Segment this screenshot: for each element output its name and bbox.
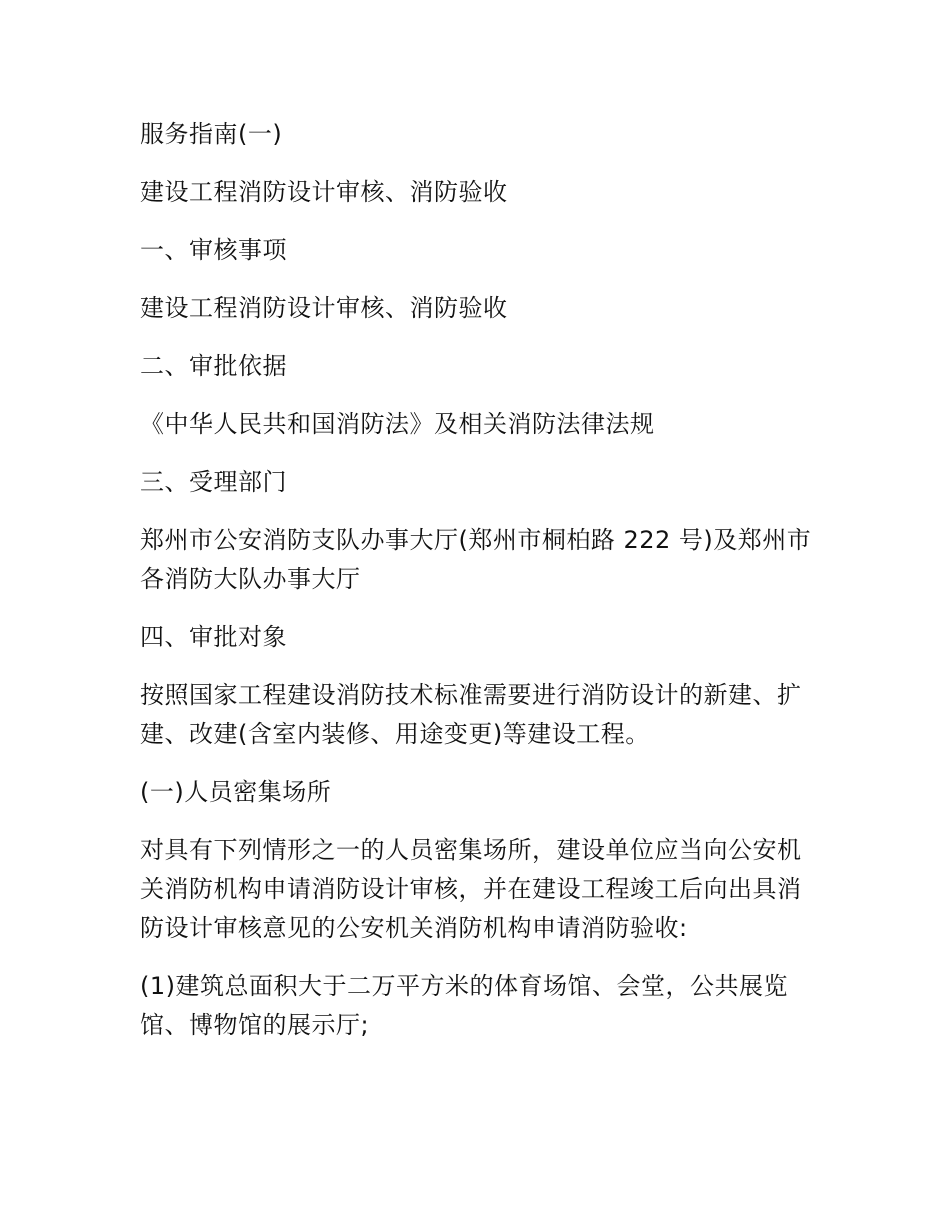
section-text-3: 郑州市公安消防支队办事大厅(郑州市桐柏路 222 号)及郑州市各消防大队办事大厅	[140, 526, 812, 593]
section-text-4: 按照国家工程建设消防技术标准需要进行消防设计的新建、扩建、改建(含室内装修、用途变更)等建设工程。	[140, 681, 802, 748]
doc-subtitle: 建设工程消防设计审核、消防验收	[140, 178, 508, 206]
section-text-2: 《中华人民共和国消防法》及相关消防法律法规	[140, 410, 655, 438]
section-heading-3: 三、受理部门	[140, 468, 287, 496]
section-text-1: 建设工程消防设计审核、消防验收	[140, 294, 508, 322]
doc-title: 服务指南(一)	[140, 120, 283, 148]
section-heading-1: 一、审核事项	[140, 236, 287, 264]
subsection-text-1: 对具有下列情形之一的人员密集场所，建设单位应当向公安机关消防机构申请消防设计审核，并在建设工程竣工后向出具消防设计审核意见的公安机关消防机构申请消防验收:	[140, 836, 802, 942]
subsection-heading-1: (一)人员密集场所	[140, 778, 332, 806]
section-heading-2: 二、审批依据	[140, 352, 287, 380]
section-heading-4: 四、审批对象	[140, 623, 287, 651]
list-item-1: (1)建筑总面积大于二万平方米的体育场馆、会堂，公共展览馆、博物馆的展示厅;	[140, 972, 788, 1039]
document-body	[140, 115, 812, 1064]
